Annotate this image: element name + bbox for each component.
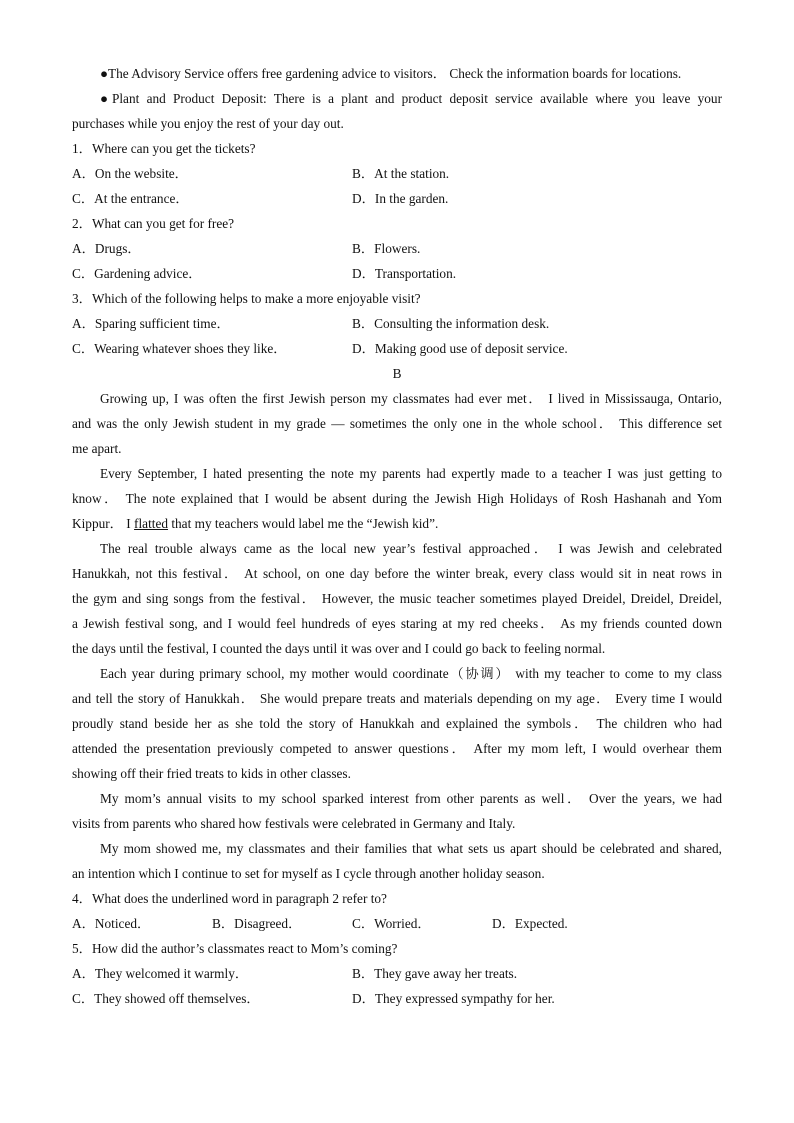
paragraph-5-line-1: My mom’s annual visits to my school sparked interest from other parents as well． Over the years, we had — [100, 791, 722, 806]
question-1-options-row-2 — [72, 186, 722, 211]
paragraph-3-line-3: the gym and sing songs from the festival． However, the music teacher sometimes played Dreidel, Dreidel, Dreidel, — [72, 591, 722, 606]
question-4-option-c[interactable]: C．Worried． — [352, 916, 431, 931]
question-2-option-d[interactable]: D．Transportation. — [352, 266, 457, 281]
paragraph-3-line-2: Hanukkah, not this festival． At school, on one day before the winter break, every class would sit in neat rows in — [72, 566, 722, 581]
advisory-service-bullet: ●The Advisory Service offers free gardening advice to visitors． Check the information boards for locations. — [100, 66, 682, 81]
question-2-options-row-1 — [72, 236, 722, 261]
document-page — [72, 61, 722, 1011]
paragraph-4-line-1: Each year during primary school, my mother would coordinate（协调） with my teacher to come to my class — [100, 666, 722, 681]
question-5-option-c[interactable]: C．They showed off themselves． — [72, 991, 260, 1006]
question-5-option-d[interactable]: D．They expressed sympathy for her. — [352, 991, 555, 1006]
paragraph-4-line-5: showing off their fried treats to kids in other classes. — [72, 766, 351, 781]
question-5-option-b[interactable]: B．They gave away her treats. — [352, 966, 518, 981]
question-1-option-d[interactable]: D．In the garden. — [352, 191, 449, 206]
question-3-option-b[interactable]: B．Consulting the information desk. — [352, 316, 550, 331]
question-3-options-row-1 — [72, 311, 722, 336]
question-2-options-row-2 — [72, 261, 722, 286]
paragraph-1-line-1: Growing up, I was often the first Jewish person my classmates had ever met． I lived in Mississauga, Ontario, — [100, 391, 722, 406]
question-1-options-row-1 — [72, 161, 722, 186]
question-3-option-c[interactable]: C．Wearing whatever shoes they like． — [72, 341, 287, 356]
paragraph-2-line-3-end: that my teachers would label me the “Jewish kid”. — [168, 516, 439, 531]
question-4-option-a[interactable]: A．Noticed． — [72, 916, 151, 931]
paragraph-1-line-3: me apart. — [72, 441, 122, 456]
question-4-options-row — [72, 911, 722, 936]
paragraph-2-line-3 — [72, 511, 722, 536]
paragraph-3-line-5: the days until the festival, I counted the days until it was over and I could go back to feeling normal. — [72, 641, 606, 656]
deposit-bullet-line-2: purchases while you enjoy the rest of your day out. — [72, 116, 344, 131]
question-5-option-a[interactable]: A．They welcomed it warmly． — [72, 966, 249, 981]
question-3-options-row-2 — [72, 336, 722, 361]
question-1-option-a[interactable]: A．On the website． — [72, 166, 188, 181]
question-1-option-c[interactable]: C．At the entrance． — [72, 191, 189, 206]
question-2-option-b[interactable]: B．Flowers. — [352, 241, 421, 256]
paragraph-1-line-2: and was the only Jewish student in my grade — sometimes the only one in the whole school． This difference set — [72, 416, 722, 431]
question-1-option-b[interactable]: B．At the station. — [352, 166, 450, 181]
paragraph-4-line-2: and tell the story of Hanukkah． She would prepare treats and materials depending on my age． Every time I would — [72, 691, 722, 706]
paragraph-3-line-4: a Jewish festival song, and I would feel hundreds of eyes staring at my red cheeks． As my friends counted down — [72, 616, 722, 631]
paragraph-6-line-1: My mom showed me, my classmates and their families that what sets us apart should be celebrated and shared, — [100, 841, 722, 856]
question-2-option-a[interactable]: A．Drugs． — [72, 241, 141, 256]
paragraph-2-line-3-start: Kippur． I — [72, 516, 135, 531]
question-3-option-d[interactable]: D．Making good use of deposit service. — [352, 341, 568, 356]
paragraph-4-line-3: proudly stand beside her as she told the story of Hanukkah and explained the symbols． The children who had — [72, 716, 722, 731]
question-1-stem: 1．Where can you get the tickets? — [72, 141, 256, 156]
underlined-word-flatted: flatted — [134, 516, 169, 531]
paragraph-3-line-1: The real trouble always came as the local new year’s festival approached． I was Jewish and celebrated — [100, 541, 722, 556]
paragraph-5-line-2: visits from parents who shared how festivals were celebrated in Germany and Italy. — [72, 816, 516, 831]
question-5-options-row-2 — [72, 986, 722, 1011]
question-5-options-row-1 — [72, 961, 722, 986]
paragraph-6-line-2: an intention which I continue to set for myself as I cycle through another holiday season. — [72, 866, 545, 881]
question-5-stem: 5．How did the author’s classmates react to Mom’s coming? — [72, 941, 398, 956]
question-4-option-d[interactable]: D．Expected. — [492, 916, 568, 931]
question-2-stem: 2．What can you get for free? — [72, 216, 235, 231]
question-2-option-c[interactable]: C．Gardening advice． — [72, 266, 202, 281]
paragraph-2-line-2: know． The note explained that I would be absent during the Jewish High Holidays of Rosh Hashanah and Yom — [72, 491, 722, 506]
question-4-option-b[interactable]: B．Disagreed． — [212, 916, 302, 931]
question-3-option-a[interactable]: A．Sparing sufficient time． — [72, 316, 230, 331]
paragraph-4-line-4: attended the presentation previously competed to answer questions． After my mom left, I would overhear them — [72, 741, 722, 756]
paragraph-2-line-1: Every September, I hated presenting the note my parents had expertly made to a teacher I was just getting to — [100, 466, 722, 481]
question-4-stem: 4．What does the underlined word in paragraph 2 refer to? — [72, 891, 387, 906]
question-3-stem: 3．Which of the following helps to make a more enjoyable visit? — [72, 291, 421, 306]
section-b-title: B — [392, 366, 402, 381]
deposit-bullet-line-1: ●Plant and Product Deposit: There is a plant and product deposit service available where you leave your — [100, 91, 722, 106]
